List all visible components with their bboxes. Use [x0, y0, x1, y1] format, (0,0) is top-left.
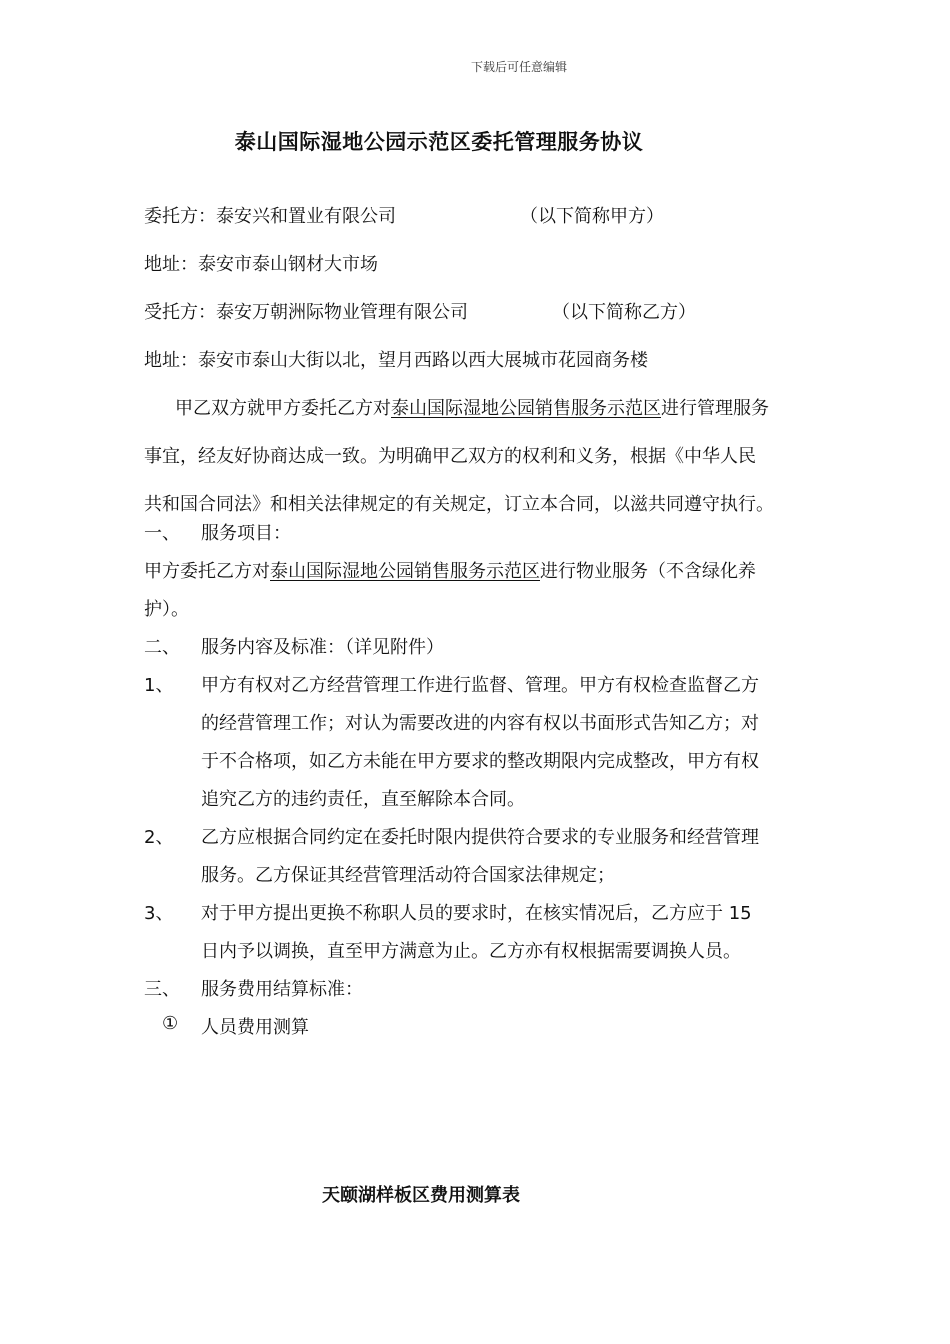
subitem-marker: ①	[162, 1013, 179, 1034]
client-label: 委托方：	[144, 206, 216, 227]
section3-number: 三、	[144, 979, 180, 1000]
intro-site-name: 泰山国际湿地公园销售服务示范区	[391, 398, 661, 419]
item-1-line-1: 甲方有权对乙方经营管理工作进行监督、管理。甲方有权检查监督乙方	[201, 675, 759, 696]
agent-line	[144, 298, 468, 324]
section1-heading: 服务项目：	[201, 523, 291, 544]
intro-text: 甲乙双方就甲方委托乙方对	[175, 398, 391, 419]
page-header: 下载后可任意编辑	[470, 60, 567, 74]
item-1-number: 1、	[144, 675, 174, 696]
section1-text: 进行物业服务（不含绿化养	[540, 561, 756, 582]
section2-heading: 服务内容及标准：（详见附件）	[201, 637, 444, 658]
intro-line-1	[175, 394, 769, 420]
agent-name: 泰安万朝洲际物业管理有限公司	[216, 302, 468, 323]
section1-line-2: 护）。	[144, 599, 189, 620]
section1-number: 一、	[144, 523, 180, 544]
intro-line-2: 事宜，经友好协商达成一致。为明确甲乙双方的权利和义务，根据《中华人民	[144, 446, 756, 467]
section1-text: 甲方委托乙方对	[144, 561, 270, 582]
item-3-number: 3、	[144, 903, 174, 924]
subitem-heading: 人员费用测算	[201, 1017, 309, 1038]
agent-abbr: （以下简称乙方）	[552, 302, 696, 323]
item-1-line-2: 的经营管理工作；对认为需要改进的内容有权以书面形式告知乙方；对	[201, 713, 759, 734]
client-address: 地址：泰安市泰山钢材大市场	[144, 254, 378, 275]
item-1-line-3: 于不合格项，如乙方未能在甲方要求的整改期限内完成整改，甲方有权	[201, 751, 759, 772]
section2-number: 二、	[144, 637, 180, 658]
table-title: 天颐湖样板区费用测算表	[322, 1185, 520, 1206]
client-name: 泰安兴和置业有限公司	[216, 206, 396, 227]
client-abbr: （以下简称甲方）	[520, 206, 664, 227]
item-3-line-1: 对于甲方提出更换不称职人员的要求时，在核实情况后，乙方应于 15	[201, 903, 752, 924]
item-3-line-2: 日内予以调换，直至甲方满意为止。乙方亦有权根据需要调换人员。	[201, 941, 741, 962]
intro-line-3: 共和国合同法》和相关法律规定的有关规定，订立本合同，以滋共同遵守执行。	[144, 494, 774, 515]
section1-line-1	[144, 557, 756, 583]
intro-text: 进行管理服务	[661, 398, 769, 419]
item-2-number: 2、	[144, 827, 174, 848]
item-1-line-4: 追究乙方的违约责任，直至解除本合同。	[201, 789, 525, 810]
client-line	[144, 202, 396, 228]
section3-heading: 服务费用结算标准：	[201, 979, 363, 1000]
section1-site-name: 泰山国际湿地公园销售服务示范区	[270, 561, 540, 582]
item-2-line-2: 服务。乙方保证其经营管理活动符合国家法律规定；	[201, 865, 615, 886]
document-title: 泰山国际湿地公园示范区委托管理服务协议	[234, 130, 644, 154]
item-2-line-1: 乙方应根据合同约定在委托时限内提供符合要求的专业服务和经营管理	[201, 827, 759, 848]
agent-address: 地址：泰安市泰山大街以北，望月西路以西大展城市花园商务楼	[144, 350, 648, 371]
agent-label: 受托方：	[144, 302, 216, 323]
